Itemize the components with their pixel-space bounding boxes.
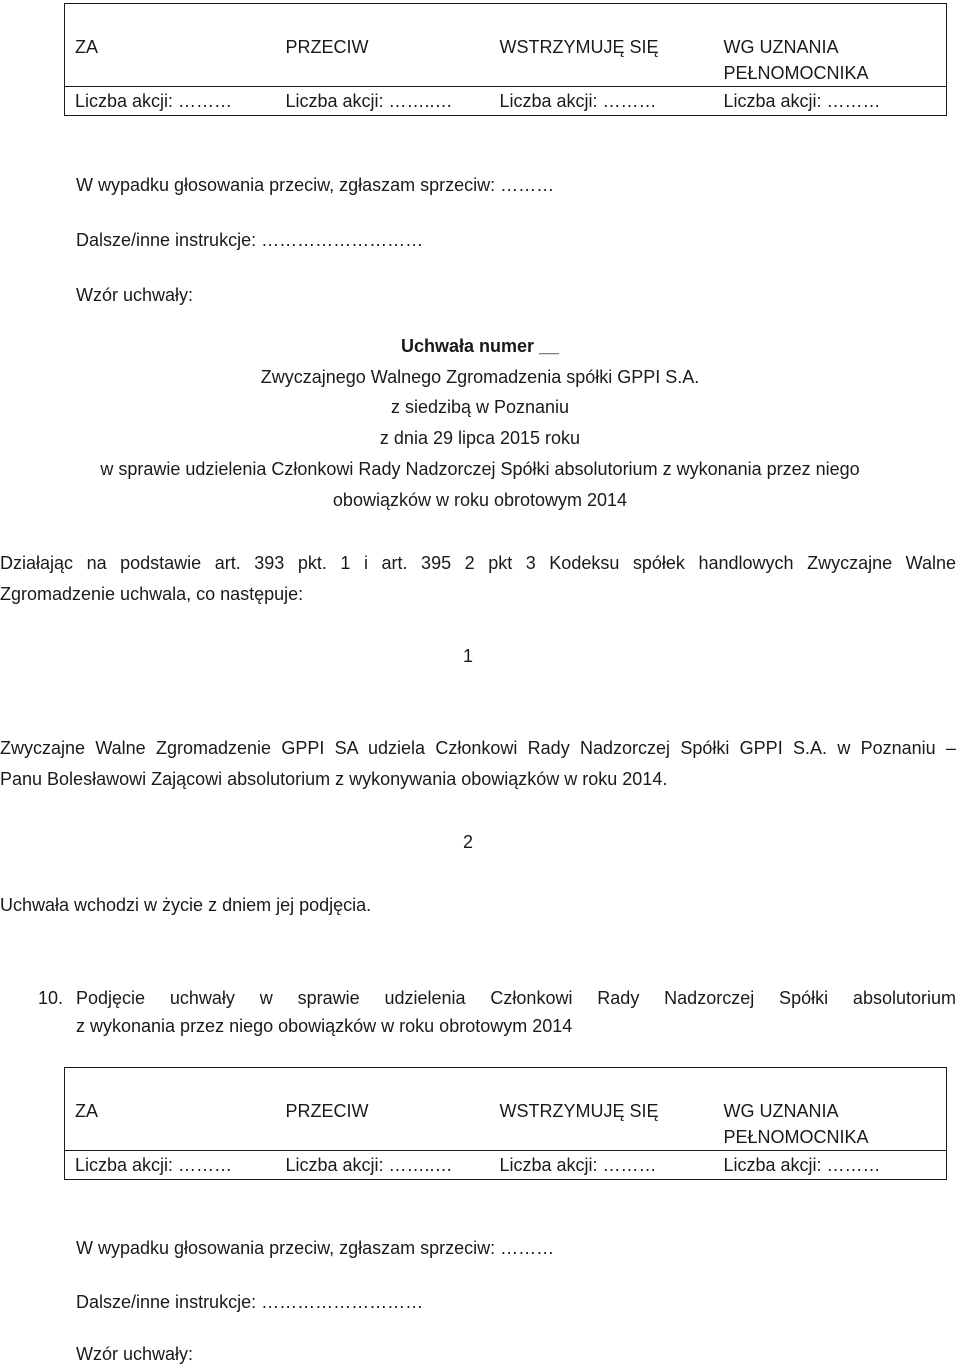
header-przeciw: PRZECIW	[276, 4, 490, 87]
legal-basis-line2: Zgromadzenie uchwala, co następuje:	[0, 584, 304, 604]
item-title-line1: Podjęcie uchwały w sprawie udzielenia Członkowi Rady Nadzorczej Spółki absolutorium	[76, 988, 956, 1008]
objection-field[interactable]: W wypadku głosowania przeciw, zgłaszam sprzeciw: ………	[76, 1238, 555, 1258]
resolution-seat: z siedzibą w Poznaniu	[390, 397, 570, 417]
shares-count-przeciw[interactable]: Liczba akcji: ……..…	[276, 87, 490, 116]
shares-count-przeciw[interactable]: Liczba akcji: ……..…	[276, 1151, 490, 1180]
shares-count-za[interactable]: Liczba akcji: ………	[65, 87, 276, 116]
instructions-field[interactable]: Dalsze/inne instrukcje: ………………………	[76, 230, 424, 250]
legal-basis-line1: Działając na podstawie art. 393 pkt. 1 i art. 395 2 pkt 3 Kodeksu spółek handlowych Zwyczajne Walne	[0, 553, 956, 573]
shares-count-za[interactable]: Liczba akcji: ………	[65, 1151, 276, 1180]
voting-table-bottom	[64, 1067, 947, 1180]
item-title-line2: z wykonania przez niego obowiązków w roku obrotowym 2014	[76, 1016, 573, 1036]
section-1-heading: 1	[463, 646, 474, 666]
section-2-text: Uchwała wchodzi w życie z dniem jej podjęcia.	[0, 895, 372, 915]
section-2-heading: 2	[463, 832, 474, 852]
shares-count-wstrzymuje[interactable]: Liczba akcji: ………	[490, 87, 714, 116]
resolution-subject-line2: obowiązków w roku obrotowym 2014	[332, 490, 628, 510]
resolution-subject-line1: w sprawie udzielenia Członkowi Rady Nadzorczej Spółki absolutorium z wykonania przez niego	[100, 459, 860, 479]
instructions-field[interactable]: Dalsze/inne instrukcje: ………………………	[76, 1292, 424, 1312]
shares-count-wg-uznania[interactable]: Liczba akcji: ………	[714, 1151, 947, 1180]
header-wg-uznania: WG UZNANIA PEŁNOMOCNIKA	[714, 1068, 947, 1151]
voting-table-top	[64, 3, 947, 116]
template-label: Wzór uchwały:	[76, 1344, 194, 1364]
resolution-date: z dnia 29 lipca 2015 roku	[379, 428, 581, 448]
shares-count-wstrzymuje[interactable]: Liczba akcji: ………	[490, 1151, 714, 1180]
shares-count-wg-uznania[interactable]: Liczba akcji: ………	[714, 87, 947, 116]
header-wg-uznania: WG UZNANIA PEŁNOMOCNIKA	[714, 4, 947, 87]
header-za: ZA	[65, 1068, 276, 1151]
header-przeciw: PRZECIW	[276, 1068, 490, 1151]
header-wstrzymuje: WSTRZYMUJĘ SIĘ	[490, 4, 714, 87]
resolution-meeting: Zwyczajnego Walnego Zgromadzenia spółki GPPI S.A.	[260, 367, 700, 387]
item-number: 10.	[38, 988, 64, 1008]
section-1-text-line2: Panu Bolesławowi Zającowi absolutorium z wykonywania obowiązków w roku 2014.	[0, 769, 668, 789]
section-1-text-line1: Zwyczajne Walne Zgromadzenie GPPI SA udziela Członkowi Rady Nadzorczej Spółki GPPI S.A. w Poznaniu –	[0, 738, 956, 758]
header-wstrzymuje: WSTRZYMUJĘ SIĘ	[490, 1068, 714, 1151]
header-za: ZA	[65, 4, 276, 87]
objection-field[interactable]: W wypadku głosowania przeciw, zgłaszam sprzeciw: ………	[76, 175, 555, 195]
resolution-number: Uchwała numer __	[400, 336, 560, 356]
template-label: Wzór uchwały:	[76, 285, 194, 305]
